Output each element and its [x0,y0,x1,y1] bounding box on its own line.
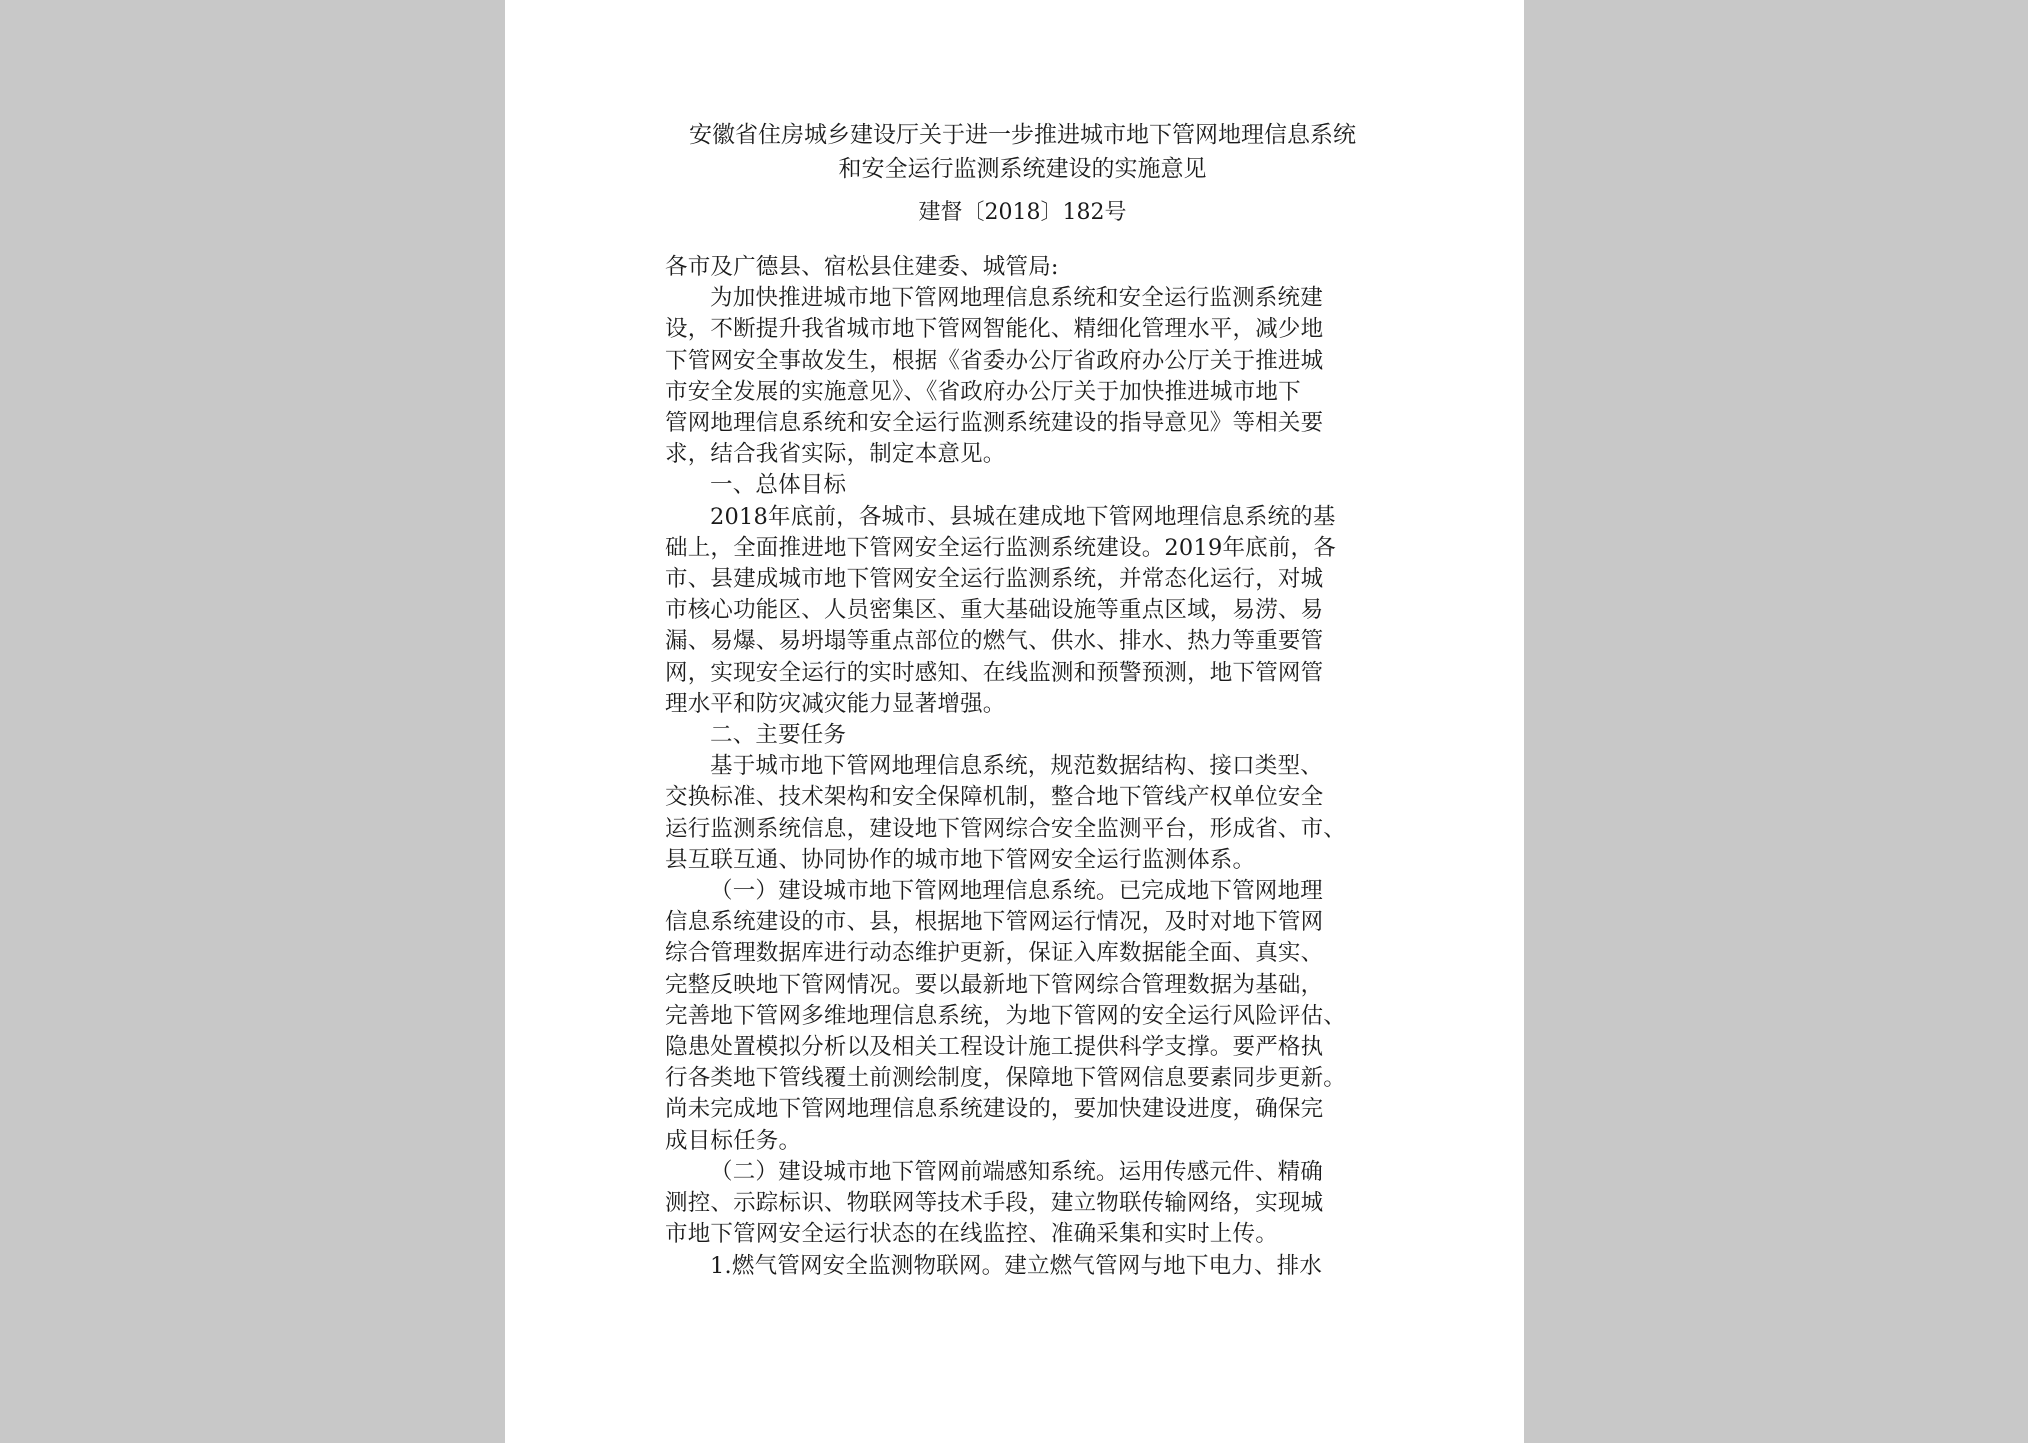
body-line: 成目标任务。 [665,1127,802,1154]
body-line: 管网地理信息系统和安全运行监测系统建设的指导意见》等相关要 [665,410,1324,437]
body-line: 综合管理数据库进行动态维护更新，保证入库数据能全面、真实、 [665,940,1324,967]
body-line: 漏、易爆、易坍塌等重点部位的燃气、供水、排水、热力等重要管 [665,628,1324,655]
document-number: 建督〔2018〕182号 [918,200,1127,225]
body-line: 理水平和防灾减灾能力显著增强。 [665,690,1006,717]
body-line: 网，实现安全运行的实时感知、在线监测和预警预测，地下管网管 [665,659,1324,686]
addressee: 各市及广德县、宿松县住建委、城管局: [665,254,1059,280]
title-line: 安徽省住房城乡建设厅关于进一步推进城市地下管网地理信息系统 [689,122,1356,148]
body-line: 基于城市地下管网地理信息系统，规范数据结构、接口类型、 [710,753,1323,780]
document-title [665,118,1380,186]
body-line: 础上，全面推进地下管网安全运行监测系统建设。2019年底前，各 [665,534,1336,561]
section-heading: 一、总体目标 [710,472,847,499]
subsection-line: （一）建设城市地下管网地理信息系统。已完成地下管网地理 [710,878,1323,905]
body-line: 信息系统建设的市、县，根据地下管网运行情况，及时对地下管网 [665,909,1324,936]
body-line: 完善地下管网多维地理信息系统，为地下管网的安全运行风险评估、 [665,1002,1347,1029]
body-line: 县互联互通、协同协作的城市地下管网安全运行监测体系。 [665,846,1256,873]
subsection-line: （二）建设城市地下管网前端感知系统。运用传感元件、精确 [710,1158,1323,1185]
body-line: 运行监测系统信息，建设地下管网综合安全监测平台，形成省、市、 [665,815,1347,842]
body-line: 求，结合我省实际，制定本意见。 [665,441,1006,468]
body-line: 市核心功能区、人员密集区、重大基础设施等重点区域，易涝、易 [665,597,1324,624]
section-heading: 二、主要任务 [710,722,847,749]
body-line: 1.燃气管网安全监测物联网。建立燃气管网与地下电力、排水 [710,1252,1323,1279]
body-line: 尚未完成地下管网地理信息系统建设的，要加快建设进度，确保完 [665,1096,1324,1123]
body-line: 交换标准、技术架构和安全保障机制，整合地下管线产权单位安全 [665,784,1324,811]
body-line: 2018年底前，各城市、县城在建成地下管网地理信息系统的基 [710,503,1336,530]
body-line: 行各类地下管线覆土前测绘制度，保障地下管网信息要素同步更新。 [665,1065,1347,1092]
body-line: 为加快推进城市地下管网地理信息系统和安全运行监测系统建 [710,285,1323,312]
body-line: 下管网安全事故发生，根据《省委办公厅省政府办公厅关于推进城 [665,347,1324,374]
body-line: 完整反映地下管网情况。要以最新地下管网综合管理数据为基础， [665,971,1324,998]
document-content [665,118,1380,1282]
body-line: 测控、示踪标识、物联网等技术手段，建立物联传输网络，实现城 [665,1190,1324,1217]
body-line: 市安全发展的实施意见》、《省政府办公厅关于加快推进城市地下 [665,378,1301,405]
body-line: 设，不断提升我省城市地下管网智能化、精细化管理水平，减少地 [665,316,1324,343]
body-line: 隐患处置模拟分析以及相关工程设计施工提供科学支撑。要严格执 [665,1034,1324,1061]
body-line: 市地下管网安全运行状态的在线监控、准确采集和实时上传。 [665,1221,1278,1248]
body-line: 市、县建成城市地下管网安全运行监测系统，并常态化运行，对城 [665,566,1324,593]
document-page [505,0,1524,1443]
title-line: 和安全运行监测系统建设的实施意见 [838,156,1207,182]
